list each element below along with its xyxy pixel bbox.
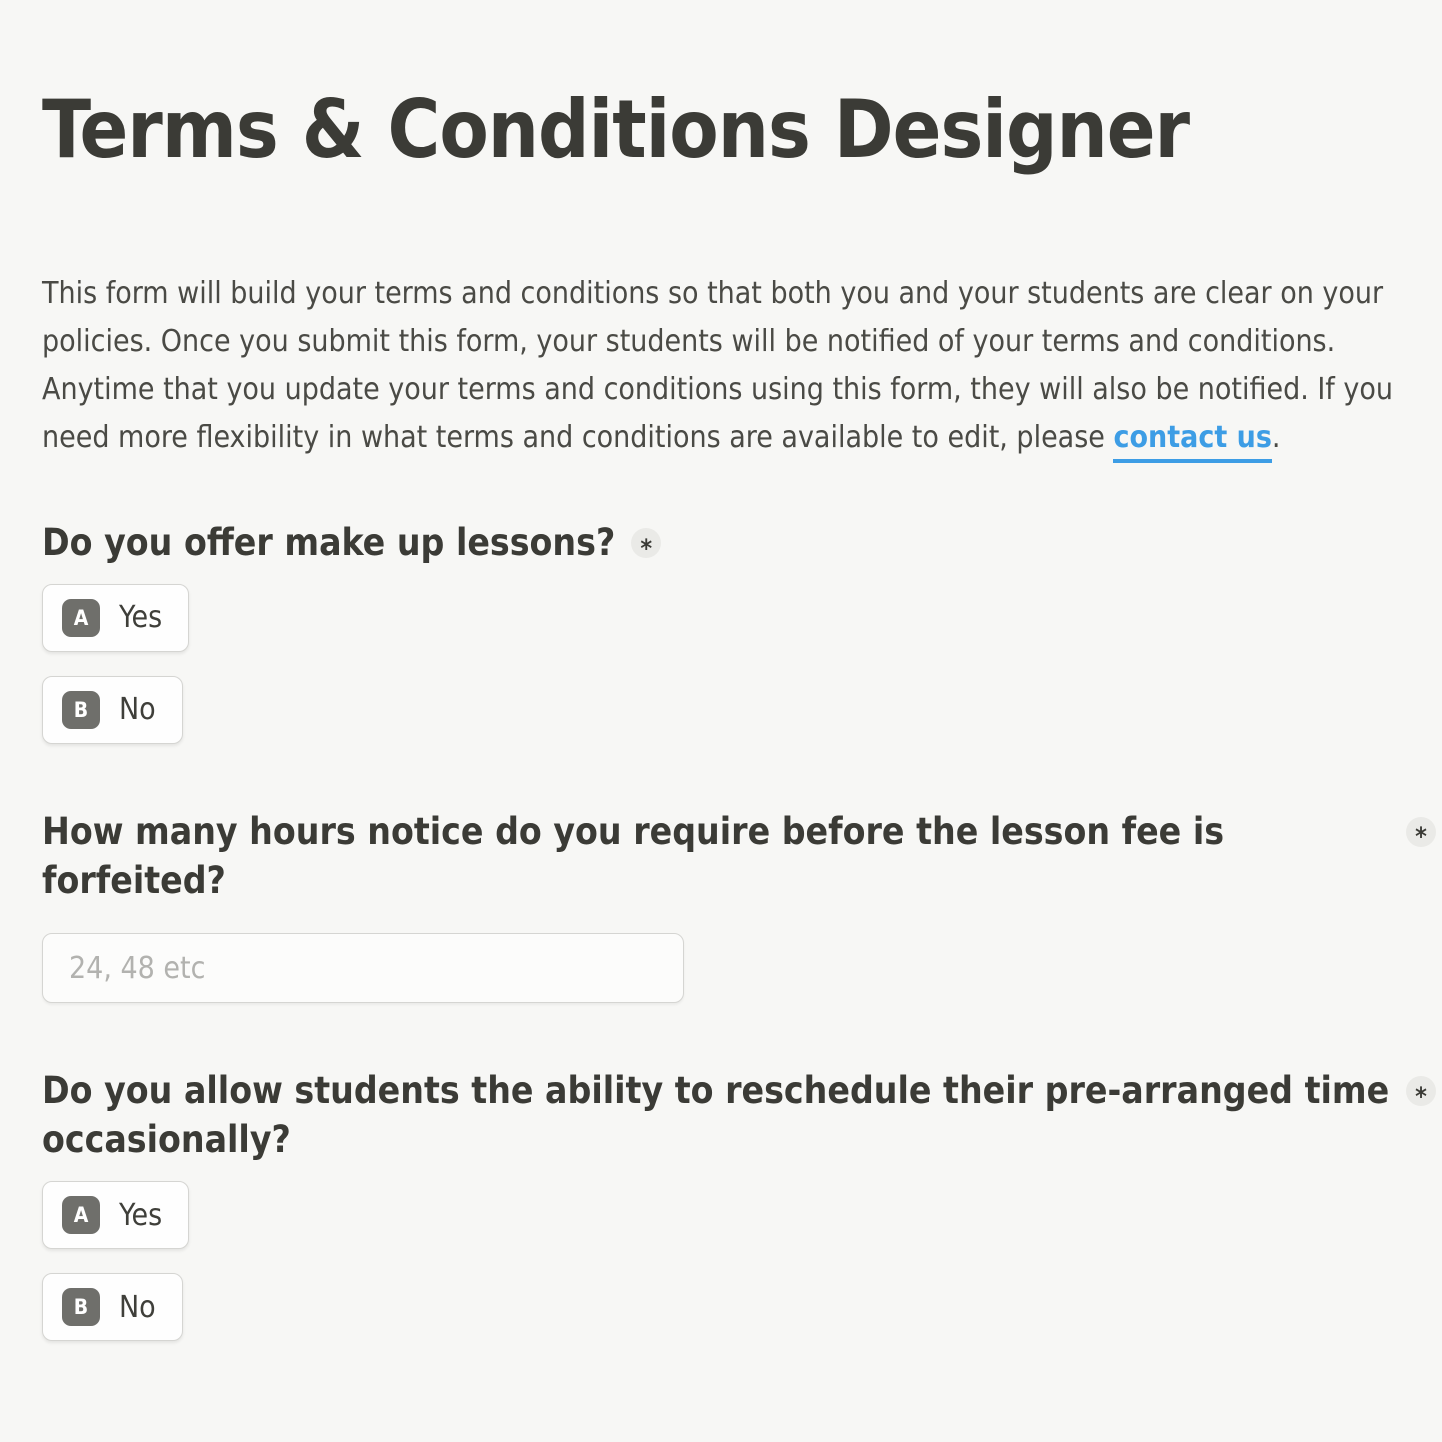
option-no-button[interactable] (42, 676, 183, 744)
question-hours-notice (42, 808, 1436, 1004)
question-label: How many hours notice do you require before the lesson fee is forfeited? (42, 809, 1225, 902)
asterisk-icon: * (1415, 1081, 1427, 1111)
intro-text: This form will build your terms and conditions so that both you and your students are clear on your policies. Once you submit this form, your students will be notified of your terms and conditions. Anytime that you update your terms and conditions using this form, they will also be notified. If you need more flexibility in what terms and conditions are available to edit, please (42, 276, 1393, 455)
question-heading (42, 1067, 1436, 1165)
option-no-button[interactable] (42, 1273, 183, 1341)
option-yes-button[interactable] (42, 1181, 189, 1249)
option-label: Yes (119, 600, 163, 636)
option-label: No (119, 692, 156, 728)
required-badge (631, 528, 661, 563)
option-label: No (119, 1289, 156, 1325)
required-badge (1406, 1076, 1436, 1111)
hours-notice-input[interactable] (42, 933, 684, 1003)
page-title: Terms & Conditions Designer (42, 83, 1190, 176)
question-heading (42, 519, 1436, 568)
contact-us-link[interactable]: contact us (1113, 421, 1271, 463)
options-list (42, 1181, 1436, 1341)
asterisk-icon: * (640, 533, 653, 563)
option-yes-button[interactable] (42, 584, 189, 652)
required-badge (1406, 817, 1436, 852)
asterisk-icon: * (1415, 822, 1427, 852)
intro-text-end: . (1271, 420, 1281, 455)
question-reschedule (42, 1067, 1436, 1341)
question-heading (42, 808, 1436, 906)
options-list (42, 584, 1436, 744)
question-make-up-lessons (42, 519, 1436, 744)
option-label: Yes (119, 1197, 163, 1233)
intro-paragraph (42, 270, 1414, 463)
question-label: Do you offer make up lessons? (42, 521, 616, 564)
question-label: Do you allow students the ability to reschedule their pre-arranged time occasionally? (42, 1069, 1390, 1162)
key-b-badge: B (62, 691, 100, 729)
key-b-badge: B (62, 1288, 100, 1326)
key-a-badge: A (62, 599, 100, 637)
key-a-badge: A (62, 1196, 100, 1234)
